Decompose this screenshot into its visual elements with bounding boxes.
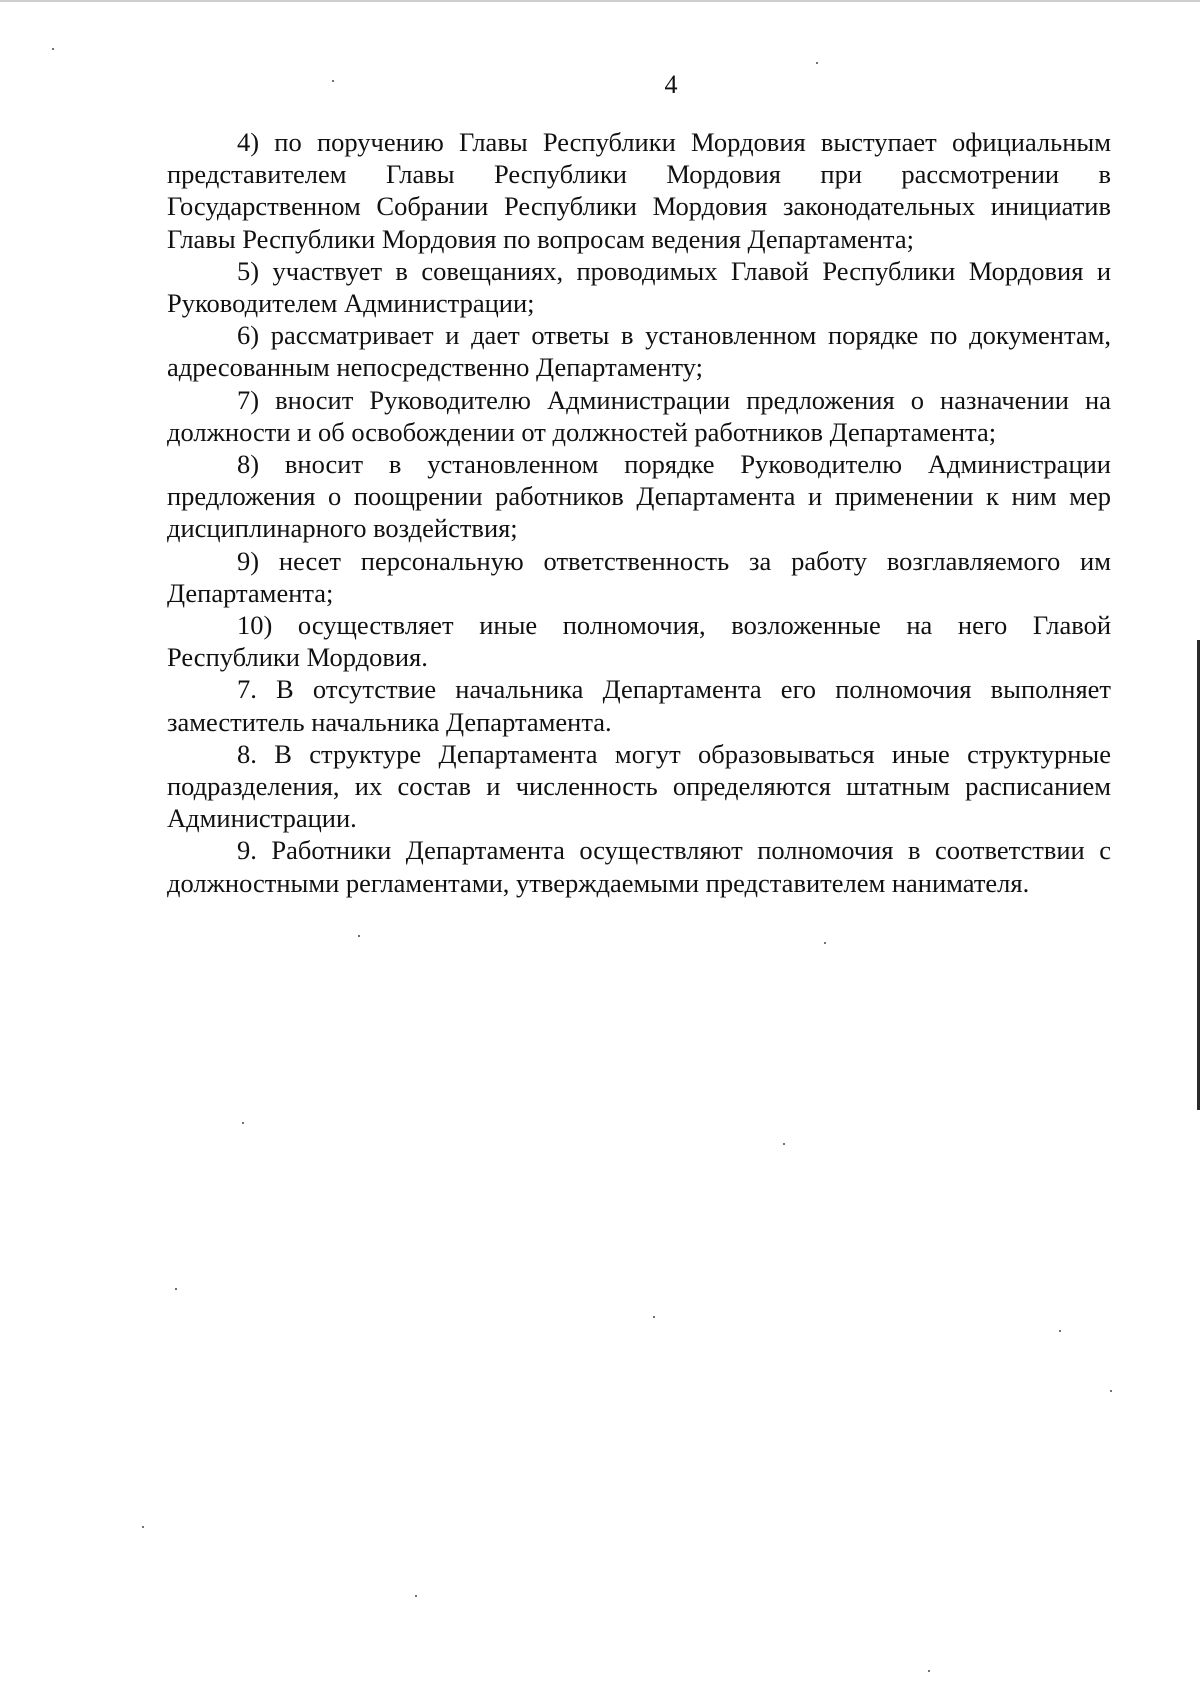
paragraph-item-4: 4) по поручению Главы Республики Мордовия выступает официальным представителем Главы Республики Мордовия при рассмотрении в Государственном Собрании Республики Мордовия законодательных инициатив Главы Республики Мордовия по вопросам ведения Департамента; bbox=[167, 127, 1111, 254]
page-number: 4 bbox=[664, 70, 678, 99]
paragraph-item-7: 7) вносит Руководителю Администрации предложения о назначении на должности и об освобождении от должностей работников Департамента; bbox=[167, 384, 1111, 447]
paragraph-clause-7: 7. В отсутствие начальника Департамента его полномочия выполняет заместитель начальника Департамента. bbox=[167, 674, 1111, 737]
scan-speck bbox=[332, 80, 334, 82]
document-body bbox=[167, 126, 1111, 899]
scan-speck bbox=[816, 62, 818, 64]
paragraph-item-8: 8) вносит в установленном порядке Руководителю Администрации предложения о поощрении работников Департамента и применении к ним мер дисциплинарного воздействия; bbox=[167, 449, 1111, 544]
scan-speck bbox=[783, 1143, 785, 1145]
paragraph-item-10: 10) осуществляет иные полномочия, возложенные на него Главой Республики Мордовия. bbox=[167, 610, 1111, 673]
paragraph-item-6: 6) рассматривает и дает ответы в установленном порядке по документам, адресованным непосредственно Департаменту; bbox=[167, 320, 1111, 383]
scan-speck bbox=[358, 935, 360, 937]
scan-speck bbox=[928, 1670, 930, 1672]
paragraph-clause-9: 9. Работники Департамента осуществляют полномочия в соответствии с должностными регламентами, утверждаемыми представителем нанимателя. bbox=[167, 835, 1111, 898]
scan-speck bbox=[824, 942, 826, 944]
scan-speck bbox=[1059, 1330, 1061, 1332]
scan-speck bbox=[242, 1122, 244, 1124]
scan-speck bbox=[175, 1288, 177, 1290]
scan-speck bbox=[415, 1595, 417, 1597]
scan-speck bbox=[52, 48, 54, 50]
paragraph-item-9: 9) несет персональную ответственность за работу возглавляемого им Департамента; bbox=[167, 545, 1111, 608]
scan-speck bbox=[1110, 1390, 1112, 1392]
paragraph-item-5: 5) участвует в совещаниях, проводимых Главой Республики Мордовия и Руководителем Администрации; bbox=[167, 255, 1111, 319]
scan-speck bbox=[142, 1526, 144, 1528]
scan-speck bbox=[653, 1316, 655, 1318]
scan-top-edge bbox=[0, 0, 1200, 2]
paragraph-clause-8: 8. В структуре Департамента могут образовываться иные структурные подразделения, их состав и численность определяются штатным расписанием Администрации. bbox=[167, 738, 1111, 834]
